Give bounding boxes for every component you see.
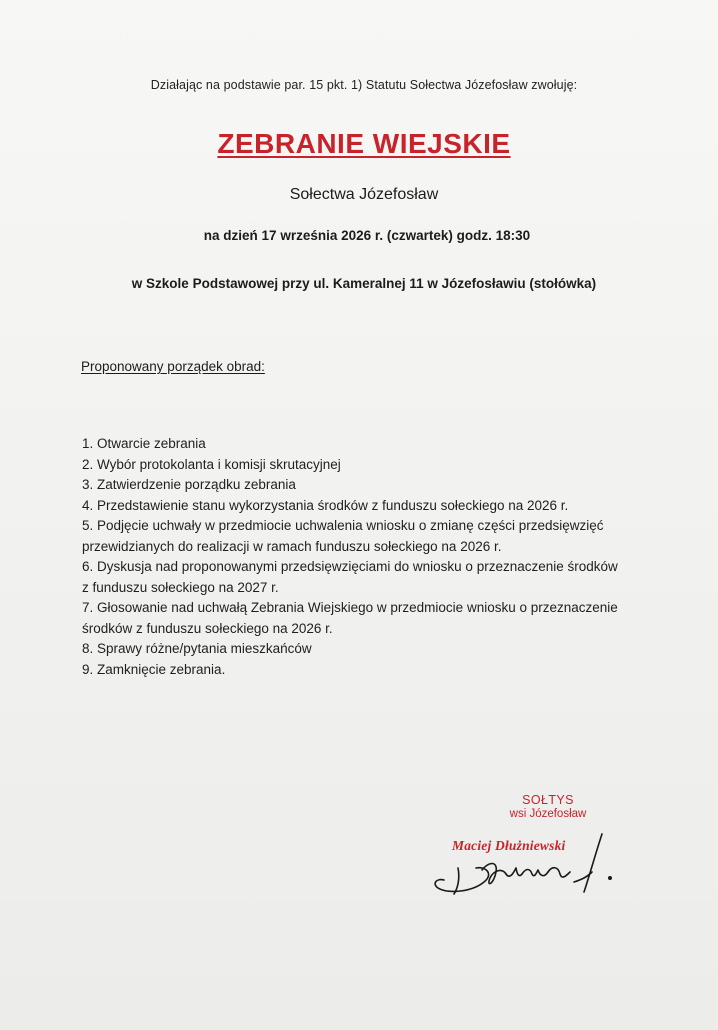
- agenda-line: 4. Przedstawienie stanu wykorzystania środków z funduszu sołeckiego na 2026 r.: [82, 497, 569, 513]
- agenda-line: 8. Sprawy różne/pytania mieszkańców: [82, 641, 312, 656]
- stamp-title: SOŁTYS: [522, 793, 574, 807]
- agenda-line: 3. Zatwierdzenie porządku zebrania: [82, 477, 296, 492]
- agenda-line: 7. Głosowanie nad uchwałą Zebrania Wiejskiego w przedmiocie wniosku o przeznaczenie: [82, 600, 618, 615]
- agenda-line: przewidzianych do realizacji w ramach funduszu sołeckiego na 2026 r.: [82, 538, 502, 554]
- agenda-line: 5. Podjęcie uchwały w przedmiocie uchwalenia wniosku o zmianę części przedsięwzięć: [82, 518, 604, 533]
- agenda-line: środków z funduszu sołeckiego na 2026 r.: [82, 620, 333, 636]
- agenda-line: 9. Zamknięcie zebrania.: [82, 661, 226, 677]
- agenda-line: 6. Dyskusja nad proponowanymi przedsięwzięciami do wniosku o przeznaczenie środków: [82, 559, 618, 574]
- agenda-line: z funduszu sołeckiego na 2027 r.: [82, 579, 279, 595]
- document-subtitle: Sołectwa Józefosław: [289, 186, 439, 203]
- stamp-name: Maciej Dłużniewski: [452, 838, 566, 853]
- document-title: ZEBRANIE WIEJSKIE: [217, 128, 511, 159]
- agenda-list: [82, 434, 642, 680]
- signature-stamp: [468, 793, 628, 820]
- meeting-place: w Szkole Podstawowej przy ul. Kameralnej 11 w Józefosławiu (stołówka): [131, 276, 597, 291]
- meeting-date: na dzień 17 września 2026 r. (czwartek) godz. 18:30: [203, 228, 531, 243]
- agenda-line: 2. Wybór protokolanta i komisji skrutacyjnej: [82, 456, 341, 472]
- agenda-line: 1. Otwarcie zebrania: [82, 436, 206, 451]
- stamp-village: wsi Józefosław: [509, 808, 587, 820]
- agenda-heading: Proponowany porządek obrad:: [81, 359, 265, 374]
- handwritten-signature: [424, 822, 624, 912]
- intro-line: Działając na podstawie par. 15 pkt. 1) Statutu Sołectwa Józefosław zwołuję:: [150, 78, 578, 92]
